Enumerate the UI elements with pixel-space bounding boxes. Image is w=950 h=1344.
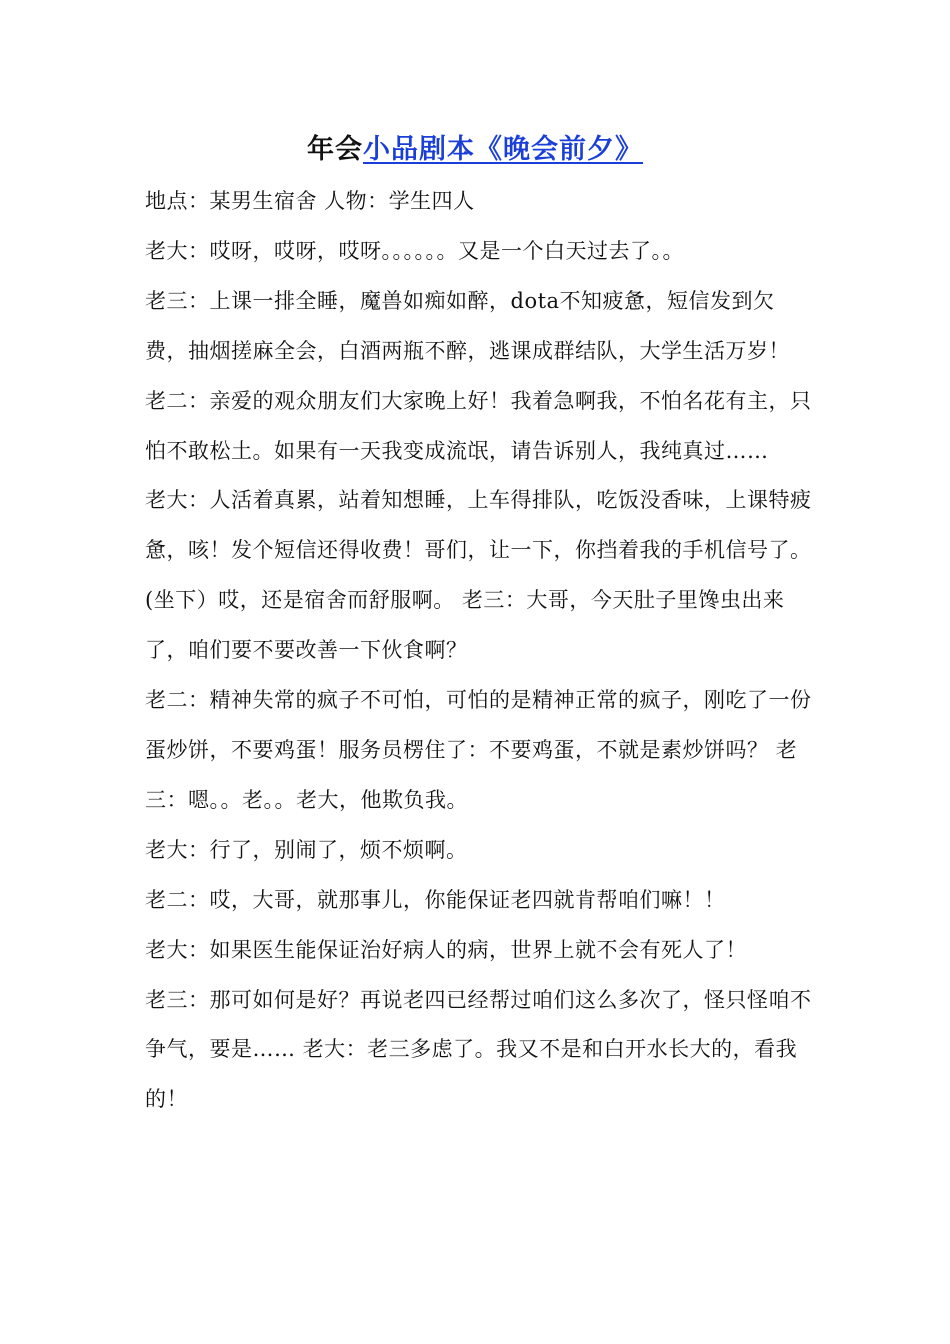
title-link[interactable]: 小品剧本《晚会前夕》 [363, 134, 643, 165]
paragraph-dialogue: 老二：精神失常的疯子不可怕，可怕的是精神正常的疯子，刚吃了一份蛋炒饼，不要鸡蛋！服务员楞住了：不要鸡蛋，不就是素炒饼吗？ 老三：嗯。。老。。老大，他欺负我。 [145, 688, 812, 812]
paragraph-dialogue: 老大：如果医生能保证治好病人的病，世界上就不会有死人了！ [145, 937, 747, 962]
paragraph-dialogue: 老大：行了，别闹了，烦不烦啊。 [145, 837, 468, 862]
title-prefix: 年会 [307, 134, 363, 165]
script-body [145, 177, 813, 1125]
paragraph-setting: 地点：某男生宿舍 人物：学生四人 [145, 189, 475, 213]
paragraph-dialogue: 老二：亲爱的观众朋友们大家晚上好！我着急啊我，不怕名花有主，只怕不敢松土。如果有一天我变成流氓，请告诉别人，我纯真过…… [145, 388, 812, 463]
paragraph-dialogue: 老大：人活着真累，站着知想睡，上车得排队，吃饭没香味，上课特疲惫，咳！发个短信还得收费！哥们，让一下，你挡着我的手机信号了。(坐下）哎，还是宿舍而舒服啊。 老三：大哥，今天肚子里馋虫出来了，咱们要不要改善一下伙食啊？ [145, 488, 812, 663]
paragraph-dialogue: 老大：哎呀，哎呀，哎呀。。。。。。又是一个白天过去了。。 [145, 238, 684, 263]
paragraph-dialogue: 老三：上课一排全睡，魔兽如痴如醉，dota不知疲惫，短信发到欠费，抽烟搓麻全会，白酒两瓶不醉，逃课成群结队，大学生活万岁！ [145, 288, 790, 363]
paragraph-dialogue: 老三：那可如何是好？再说老四已经帮过咱们这么多次了，怪只怪咱不争气，要是…… 老大：老三多虑了。我又不是和白开水长大的，看我的！ [145, 987, 812, 1112]
paragraph-dialogue: 老二：哎，大哥，就那事儿，你能保证老四就肯帮咱们嘛！！ [145, 887, 726, 912]
document-title [0, 130, 950, 170]
